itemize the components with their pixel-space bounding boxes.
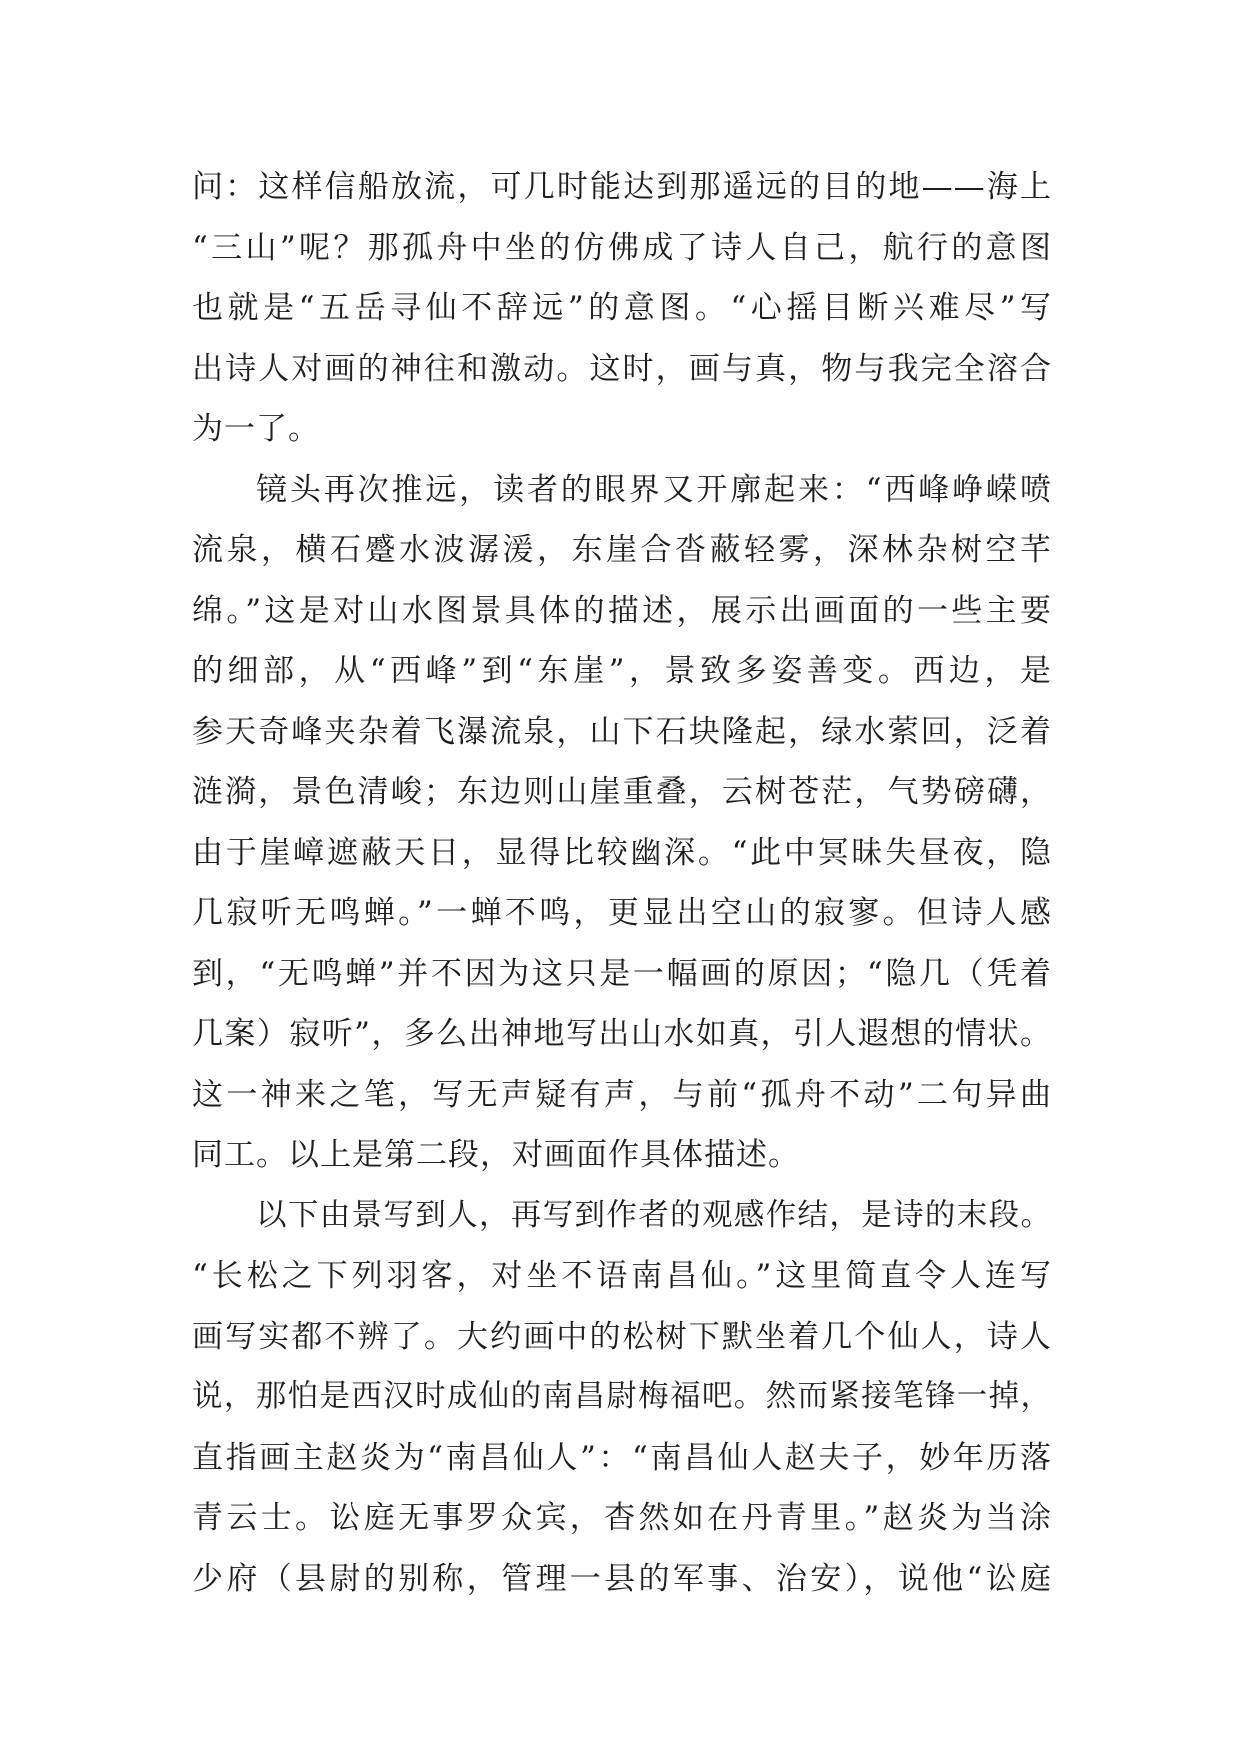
text-line: 几案）寂听”，多么出神地写出山水如真，引人遐想的情状。 <box>192 1016 1052 1052</box>
text-line: 也就是“五岳寻仙不辞远”的意图。“心摇目断兴难尽”写 <box>192 290 1052 326</box>
text-line: 说，那怕是西汉时成仙的南昌尉梅福吧。然而紧接笔锋一掉， <box>192 1379 1052 1414</box>
text-line: 绵。”这是对山水图景具体的描述，展示出画面的一些主要 <box>192 592 1052 629</box>
text-line: “长松之下列羽客，对坐不语南昌仙。”这里简直令人连写 <box>192 1258 1052 1294</box>
paragraph-start-line: 镜头再次推远，读者的眼界又开廓起来：“西峰峥嵘喷 <box>256 471 1052 508</box>
text-line: “三山”呢？那孤舟中坐的仿佛成了诗人自己，航行的意图 <box>192 229 1052 266</box>
body-text <box>192 157 1052 1609</box>
text-line: 青云士。讼庭无事罗众宾，杳然如在丹青里。”赵炎为当涂 <box>192 1500 1052 1536</box>
text-line: 流泉，横石蹙水波潺湲，东崖合沓蔽轻雾，深林杂树空芊 <box>192 532 1052 568</box>
text-line: 几寂听无鸣蝉。”一蝉不鸣，更显出空山的寂寥。但诗人感 <box>192 895 1052 931</box>
text-line: 的细部，从“西峰”到“东崖”，景致多姿善变。西边，是 <box>192 653 1052 689</box>
paragraph-start-line: 以下由景写到人，再写到作者的观感作结，是诗的末段。 <box>256 1197 1052 1233</box>
text-line: 直指画主赵炎为“南昌仙人”：“南昌仙人赵夫子，妙年历落 <box>192 1439 1052 1476</box>
text-line: 到，“无鸣蝉”并不因为这只是一幅画的原因；“隐几（凭着 <box>192 955 1052 992</box>
text-line: 涟漪，景色清峻；东边则山崖重叠，云树苍茫，气势磅礴， <box>192 774 1052 810</box>
text-line: 由于崖嶂遮蔽天日，显得比较幽深。“此中冥昧失昼夜，隐 <box>192 834 1052 871</box>
text-line: 问：这样信船放流，可几时能达到那遥远的目的地——海上 <box>192 169 1052 205</box>
text-line: 参天奇峰夹杂着飞瀑流泉，山下石块隆起，绿水萦回，泛着 <box>192 713 1052 750</box>
text-line: 这一神来之笔，写无声疑有声，与前“孤舟不动”二句异曲 <box>192 1076 1052 1113</box>
text-line: 画写实都不辨了。大约画中的松树下默坐着几个仙人，诗人 <box>192 1318 1052 1355</box>
text-line: 同工。以上是第二段，对画面作具体描述。 <box>192 1137 800 1173</box>
text-line: 出诗人对画的神往和激动。这时，画与真，物与我完全溶合 <box>192 350 1052 387</box>
text-line: 少府（县尉的别称，管理一县的军事、治安），说他“讼庭 <box>192 1560 1052 1597</box>
text-line: 为一了。 <box>192 411 320 447</box>
